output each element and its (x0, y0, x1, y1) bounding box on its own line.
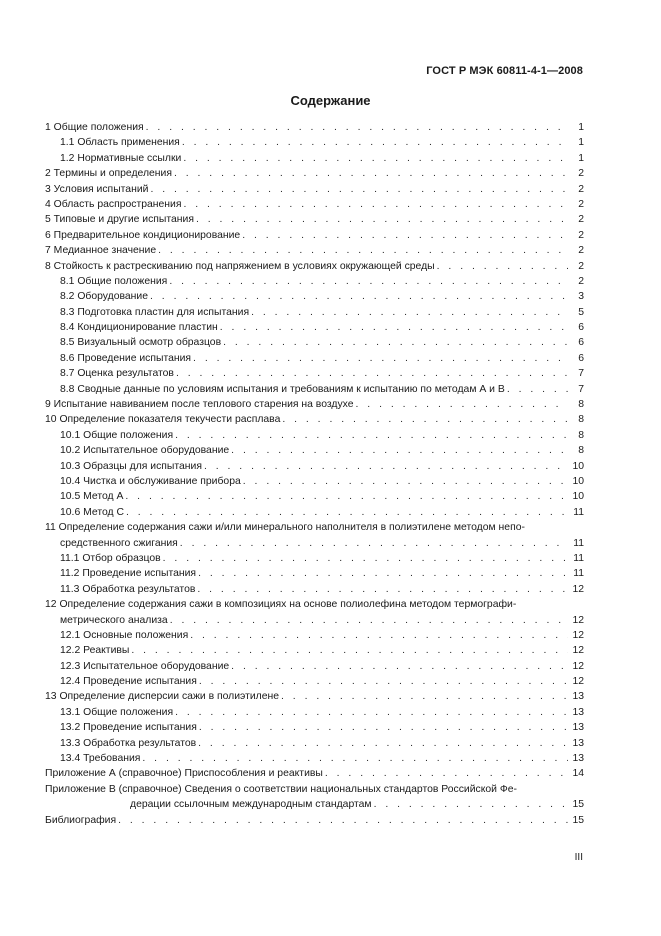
toc-entry-title: дерации ссылочным международным стандартам (130, 799, 372, 811)
toc-entry (45, 766, 584, 781)
toc-entry-title: 13 Определение дисперсии сажи в полиэтилене (45, 691, 280, 703)
toc-entry (45, 135, 584, 150)
toc-entry (45, 412, 584, 427)
toc-entry (45, 659, 584, 674)
toc-entry (45, 751, 584, 766)
toc-entry-title: метрического анализа (60, 614, 168, 626)
dot-leader (175, 705, 568, 720)
dot-leader (170, 613, 568, 628)
dot-leader (437, 259, 568, 274)
toc-entry-page: 12 (572, 645, 584, 657)
toc-entry-page: 11 (573, 506, 584, 518)
toc-entry-title: 8.7 Оценка результатов (60, 368, 174, 380)
toc-entry (45, 166, 584, 181)
dot-leader (220, 320, 568, 335)
toc-entry-title: 8.6 Проведение испытания (60, 352, 192, 364)
toc-entry-page: 14 (572, 768, 584, 780)
toc-entry (45, 182, 584, 197)
toc-entry-title: 8.2 Оборудование (60, 291, 149, 303)
toc-entry-page: 1 (578, 122, 584, 133)
dot-leader (118, 813, 568, 828)
dot-leader (142, 751, 568, 766)
dot-leader (374, 797, 568, 812)
toc-entry-title: 8.4 Кондиционирование пластин (60, 322, 218, 334)
toc-entry (45, 274, 584, 289)
dot-leader (169, 274, 568, 289)
toc-entry-page: 6 (578, 352, 584, 364)
toc-entry-title: 1.2 Нормативные ссылки (60, 152, 182, 164)
toc-entry (45, 782, 584, 813)
toc-entry-page: 12 (572, 660, 584, 672)
toc-entry-title: 10.4 Чистка и обслуживание прибора (60, 475, 241, 487)
toc-entry-title: 8 Стойкость к растрескиванию под напряжением в условиях окружающей среды (45, 260, 435, 272)
toc-entry (45, 366, 584, 381)
dot-leader (190, 628, 568, 643)
toc-entry (45, 397, 584, 412)
toc-entry-title: 5 Типовые и другие испытания (45, 214, 194, 226)
toc-entry-page: 5 (578, 306, 584, 318)
dot-leader (158, 243, 568, 258)
toc-entry-page: 2 (578, 214, 584, 226)
toc-entry (45, 335, 584, 350)
toc-entry (45, 212, 584, 227)
toc-entry-title: 13.2 Проведение испытания (60, 722, 197, 734)
toc-entry-page: 2 (578, 245, 584, 257)
toc-entry-title: Приложение В (справочное) Сведения о соответствии национальных стандартов Российской Фе- (45, 783, 517, 795)
toc-entry-title: средственного сжигания (60, 537, 178, 549)
toc-entry (45, 566, 584, 581)
toc-entry-page: 8 (578, 414, 584, 426)
dot-leader (193, 351, 568, 366)
toc-entry-page: 6 (578, 322, 584, 334)
toc-entry-title: 1 Общие положения (45, 122, 144, 133)
dot-leader (199, 720, 568, 735)
toc-entry-title: 6 Предварительное кондиционирование (45, 229, 241, 241)
dot-leader (251, 305, 568, 320)
dot-leader (325, 766, 568, 781)
toc-entry (45, 120, 584, 135)
toc-entry (45, 197, 584, 212)
toc-entry-title: 11.2 Проведение испытания (60, 568, 197, 580)
dot-leader (126, 505, 568, 520)
toc-entry (45, 505, 584, 520)
toc-entry (45, 320, 584, 335)
toc-entry-title: 12.1 Основные положения (60, 629, 189, 641)
toc-entry-title: 8.3 Подготовка пластин для испытания (60, 306, 250, 318)
toc-entry (45, 628, 584, 643)
toc-entry-title: 1.1 Область применения (60, 137, 180, 149)
toc-entry-page: 10 (572, 475, 584, 487)
toc-entry-title: 13.4 Требования (60, 753, 141, 765)
toc-entry-page: 8 (578, 429, 584, 441)
dot-leader (176, 366, 568, 381)
toc-entry-page: 2 (578, 260, 584, 272)
toc-entry-title: 12.3 Испытательное оборудование (60, 660, 230, 672)
toc-entry-title: 11 Определение содержания сажи и/или минерального наполнителя в полиэтилене методом непо- (45, 522, 525, 534)
toc-entry-title: 8.8 Сводные данные по условиям испытания и требованиям к испытанию по методам А и В (60, 383, 505, 395)
toc-entry (45, 351, 584, 366)
toc-entry (45, 597, 584, 628)
toc-entry-page: 1 (578, 137, 584, 149)
toc-entry-title: 8.5 Визуальный осмотр образцов (60, 337, 222, 349)
toc-entry-page: 2 (578, 183, 584, 195)
toc-entry (45, 305, 584, 320)
dot-leader (198, 736, 568, 751)
dot-leader (174, 166, 568, 181)
toc-entry-page: 11 (573, 568, 584, 580)
toc-entry-page: 7 (578, 368, 584, 380)
toc-entry (45, 551, 584, 566)
toc-entry (45, 582, 584, 597)
toc-entry-page: 8 (578, 445, 584, 457)
toc-entry-page: 11 (573, 537, 584, 549)
toc-entry-title: 3 Условия испытаний (45, 183, 149, 195)
dot-leader (243, 474, 568, 489)
toc-entry (45, 674, 584, 689)
toc-entry (45, 813, 584, 828)
toc-entry-title: 10.3 Образцы для испытания (60, 460, 202, 472)
toc-entry-page: 13 (572, 722, 584, 734)
toc-entry (45, 643, 584, 658)
toc-entry-page: 11 (573, 552, 584, 564)
toc-entry-page: 13 (572, 706, 584, 718)
dot-leader (197, 582, 568, 597)
toc-entry-page: 7 (578, 383, 584, 395)
toc-entry-page: 10 (572, 491, 584, 503)
toc-entry-page: 3 (578, 291, 584, 303)
toc-entry-title: 10.5 Метод А (60, 491, 124, 503)
toc-entry (45, 289, 584, 304)
toc-entry-title: 10.2 Испытательное оборудование (60, 445, 230, 457)
dot-leader (183, 151, 568, 166)
toc-entry-title: Приложение А (справочное) Приспособления и реактивы (45, 768, 323, 780)
toc-entry-page: 13 (572, 691, 584, 703)
dot-leader (356, 397, 568, 412)
toc-entry-page: 15 (572, 799, 584, 811)
dot-leader (131, 643, 568, 658)
page-number: III (574, 852, 583, 863)
toc-entry (45, 705, 584, 720)
dot-leader (150, 182, 568, 197)
toc-entry-page: 10 (572, 460, 584, 472)
toc-entry (45, 382, 584, 397)
page-title: Содержание (290, 93, 371, 108)
toc-entry-page: 2 (578, 275, 584, 287)
toc-entry-page: 8 (578, 399, 584, 411)
toc-entry (45, 228, 584, 243)
toc-entry (45, 520, 584, 551)
toc-entry (45, 243, 584, 258)
toc-entry-page: 12 (572, 583, 584, 595)
toc-entry-page: 12 (572, 629, 584, 641)
toc-entry-page: 1 (578, 152, 584, 164)
dot-leader (281, 689, 568, 704)
toc-entry (45, 689, 584, 704)
dot-leader (231, 443, 568, 458)
toc-entry-page: 15 (572, 814, 584, 826)
toc-entry (45, 736, 584, 751)
toc-entry (45, 459, 584, 474)
toc-entry-title: 8.1 Общие положения (60, 275, 168, 287)
dot-leader (180, 536, 568, 551)
toc-entry-title: 10.1 Общие положения (60, 429, 174, 441)
toc-entry-title: 9 Испытание навиванием после теплового старения на воздухе (45, 399, 354, 411)
toc-entry-title: 7 Медианное значение (45, 245, 157, 257)
toc-entry (45, 720, 584, 735)
toc-entry-title: 12.4 Проведение испытания (60, 676, 197, 688)
toc-entry-title: 4 Область распространения (45, 198, 182, 210)
dot-leader (146, 120, 568, 135)
toc-entry (45, 428, 584, 443)
toc-entry-page: 2 (578, 198, 584, 210)
toc-entry-page: 2 (578, 168, 584, 180)
toc-entry-title: Библиография (45, 814, 117, 826)
toc-entry-title: 10.6 Метод С (60, 506, 124, 518)
dot-leader (231, 659, 568, 674)
dot-leader (198, 566, 568, 581)
toc-entry (45, 474, 584, 489)
toc-entry-title: 11.3 Обработка результатов (60, 583, 196, 595)
dot-leader (175, 428, 568, 443)
toc-entry (45, 259, 584, 274)
dot-leader (199, 674, 568, 689)
toc-entry-page: 6 (578, 337, 584, 349)
dot-leader (204, 459, 568, 474)
dot-leader (242, 228, 568, 243)
toc-entry (45, 151, 584, 166)
toc-entry-page: 12 (572, 614, 584, 626)
dot-leader (282, 412, 568, 427)
toc-entry (45, 489, 584, 504)
dot-leader (150, 289, 568, 304)
toc-entry-title: 13.1 Общие положения (60, 706, 174, 718)
toc-entry-title: 13.3 Обработка результатов (60, 737, 197, 749)
toc-entry-page: 13 (572, 753, 584, 765)
dot-leader (182, 135, 568, 150)
dot-leader (183, 197, 568, 212)
toc-entry-title: 12.2 Реактивы (60, 645, 130, 657)
dot-leader (507, 382, 568, 397)
dot-leader (125, 489, 568, 504)
toc-entry-title: 11.1 Отбор образцов (60, 552, 161, 564)
toc-entry-page: 12 (572, 676, 584, 688)
toc-entry-page: 13 (572, 737, 584, 749)
dot-leader (163, 551, 568, 566)
toc-entry-page: 2 (578, 229, 584, 241)
toc-entry-title: 10 Определение показателя текучести расплава (45, 414, 281, 426)
document-code: ГОСТ Р МЭК 60811-4-1—2008 (426, 65, 583, 77)
toc-entry-title: 2 Термины и определения (45, 168, 172, 180)
toc-entry-title: 12 Определение содержания сажи в композициях на основе полиолефина методом термографи- (45, 599, 517, 611)
dot-leader (196, 212, 568, 227)
dot-leader (223, 335, 568, 350)
table-of-contents (45, 120, 584, 828)
toc-entry (45, 443, 584, 458)
